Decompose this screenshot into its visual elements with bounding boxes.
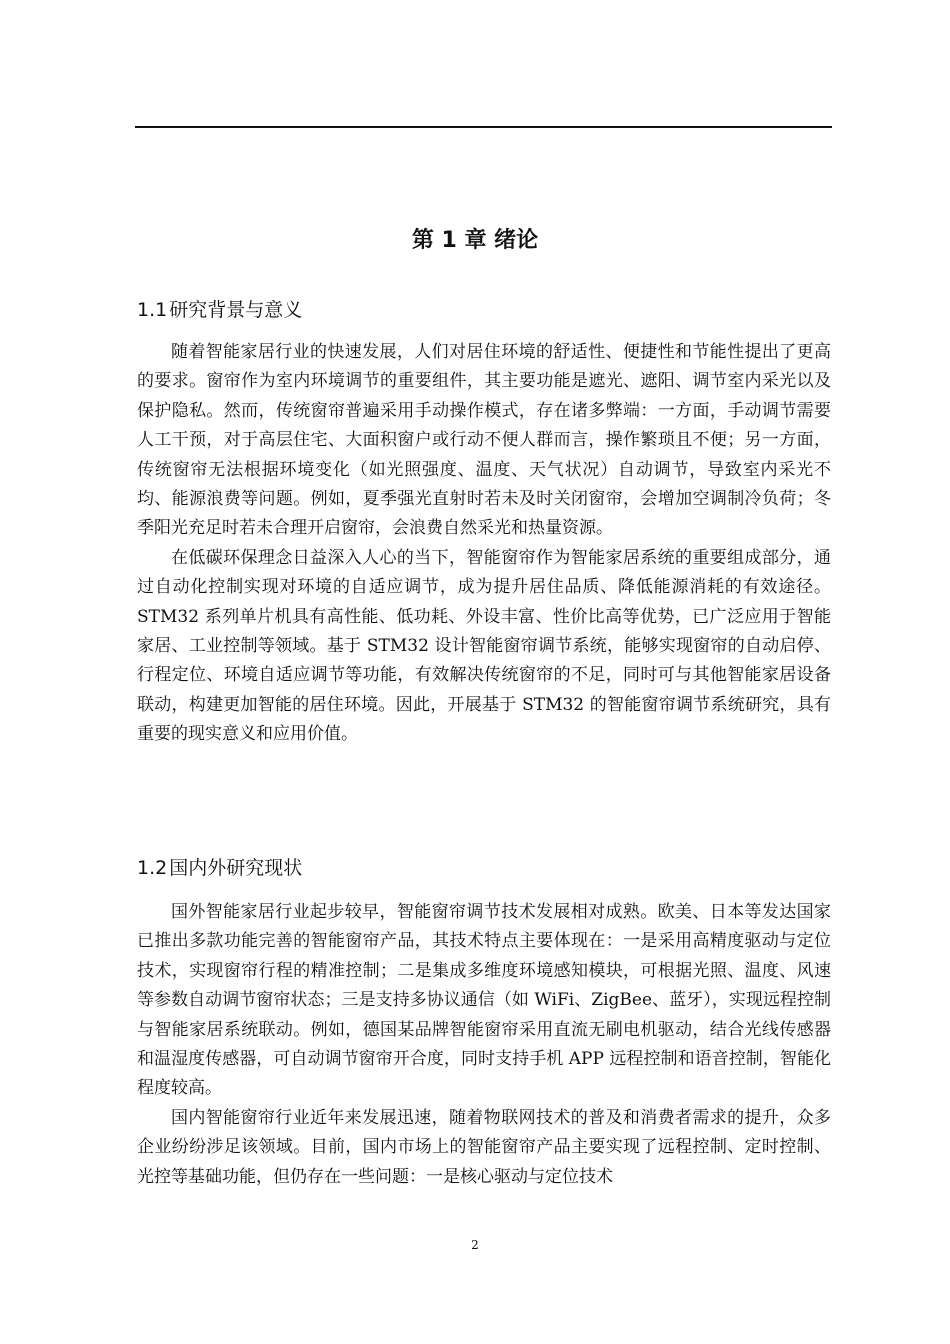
section-body-1-1 [137, 338, 831, 750]
section-title-1-1 [137, 296, 302, 324]
section-body-1-2 [137, 898, 831, 1192]
header-rule [135, 126, 832, 128]
paragraph: 在低碳环保理念日益深入人心的当下，智能窗帘作为智能家居系统的重要组成部分，通过自动化控制实现对环境的自适应调节，成为提升居住品质、降低能源消耗的有效途径。STM32 系列单片机具有高性能、低功耗、外设丰富、性价比高等优势，已广泛应用于智能家居、工业控制等领域。基于 STM32 设计智能窗帘调节系统，能够实现窗帘的自动启停、行程定位、环境自适应调节等功能，有效解决传统窗帘的不足，同时可与其他智能家居设备联动，构建更加智能的居住环境。因此，开展基于 STM32 的智能窗帘调节系统研究，具有重要的现实意义和应用价值。 [137, 547, 831, 745]
section-number: 1.2 [137, 857, 168, 879]
section-title-1-2 [137, 854, 302, 882]
section-number: 1.1 [137, 299, 168, 321]
paragraph: 随着智能家居行业的快速发展，人们对居住环境的舒适性、便捷性和节能性提出了更高的要求。窗帘作为室内环境调节的重要组件，其主要功能是遮光、遮阳、调节室内采光以及保护隐私。然而，传统窗帘普遍采用手动操作模式，存在诸多弊端：一方面，手动调节需要人工干预，对于高层住宅、大面积窗户或行动不便人群而言，操作繁琐且不便；另一方面，传统窗帘无法根据环境变化（如光照强度、温度、天气状况）自动调节，导致室内采光不均、能源浪费等问题。例如，夏季强光直射时若未及时关闭窗帘，会增加空调制冷负荷；冬季阳光充足时若未合理开启窗帘，会浪费自然采光和热量资源。 [137, 342, 831, 539]
paragraph: 国内智能窗帘行业近年来发展迅速，随着物联网技术的普及和消费者需求的提升，众多企业纷纷涉足该领域。目前，国内市场上的智能窗帘产品主要实现了远程控制、定时控制、光控等基础功能，但仍存在一些问题：一是核心驱动与定位技术 [137, 1107, 831, 1187]
section-title-text: 研究背景与意义 [169, 299, 303, 321]
chapter-title: 第 1 章 绪论 [411, 228, 539, 253]
paragraph: 国外智能家居行业起步较早，智能窗帘调节技术发展相对成熟。欧美、日本等发达国家已推出多款功能完善的智能窗帘产品，其技术特点主要体现在：一是采用高精度驱动与定位技术，实现窗帘行程的精准控制；二是集成多维度环境感知模块，可根据光照、温度、风速等参数自动调节窗帘状态；三是支持多协议通信（如 WiFi、ZigBee、蓝牙），实现远程控制与智能家居系统联动。例如，德国某品牌智能窗帘采用直流无刷电机驱动，结合光线传感器和温湿度传感器，可自动调节窗帘开合度，同时支持手机 APP 远程控制和语音控制，智能化程度较高。 [137, 902, 831, 1099]
page-number: 2 [471, 1238, 479, 1252]
section-title-text: 国内外研究现状 [169, 857, 303, 879]
